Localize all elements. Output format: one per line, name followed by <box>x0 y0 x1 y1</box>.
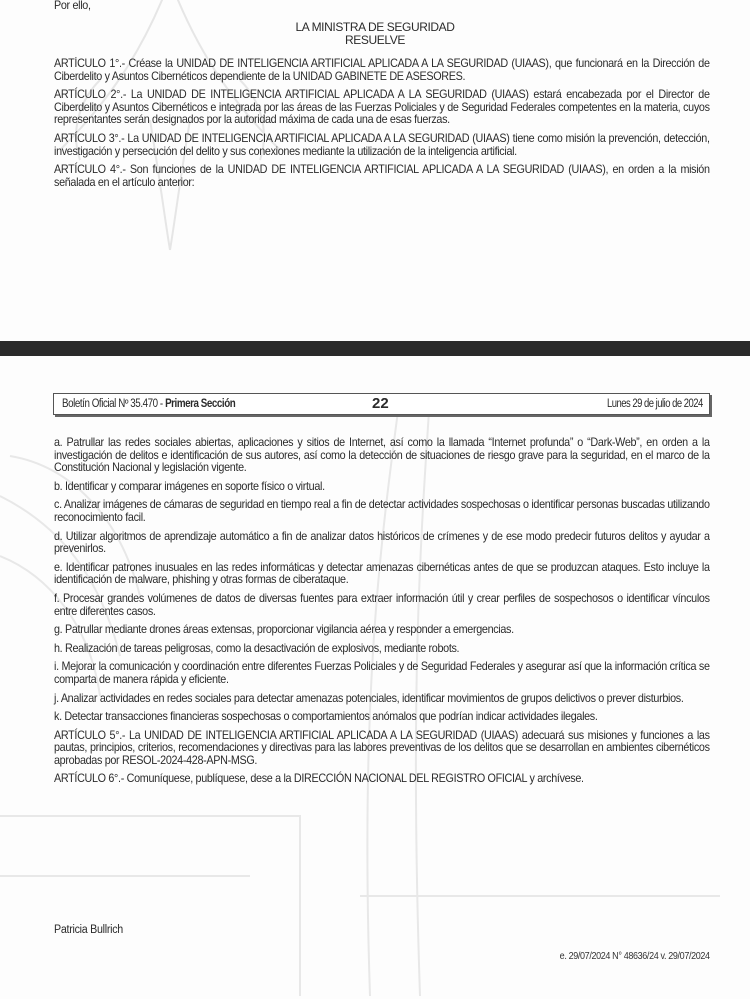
resolves-title: RESUELVE <box>345 33 405 47</box>
page-separator <box>0 341 750 356</box>
bulletin-page-header <box>53 393 710 415</box>
intro-text-block <box>54 0 710 18</box>
signature: Patricia Bullrich <box>54 924 123 936</box>
article-4: ARTÍCULO 4°.- Son funciones de la UNIDAD DE INTELIGENCIA ARTIFICIAL APLICADA A LA SEGURIDAD (UIAAS), en orden a la misión señalada en el artículo anterior: <box>54 163 710 189</box>
resolution-title <box>0 21 750 47</box>
article-5: ARTÍCULO 5°.- La UNIDAD DE INTELIGENCIA ARTIFICIAL APLICADA A LA SEGURIDAD (UIAAS) adecuará sus misiones y funciones a las pautas, principios, criterios, recomendaciones y directivas para las labores preventivas de los delitos que se desarrollan en ambientes cibernéticos aprobadas por RESOL-2024-428-APN-MSG. <box>54 728 710 767</box>
authority-title: LA MINISTRA DE SEGURIDAD <box>295 20 455 34</box>
article-1: ARTÍCULO 1°.- Créase la UNIDAD DE INTELIGENCIA ARTIFICIAL APLICADA A LA SEGURIDAD (UIAAS), que funcionará en la Dirección de Ciberdelito y Asuntos Cibernéticos dependiente de la UNIDAD GABINETE DE ASESORES. <box>54 57 710 83</box>
function-item-k: k. Detectar transacciones financieras sospechosas o comportamientos anómalos que podrían indicar actividades ilegales. <box>54 710 598 724</box>
function-item-j: j. Analizar actividades en redes sociales para detectar amenazas potenciales, identificar movimientos de grupos delictivos o prever disturbios. <box>54 691 684 705</box>
function-item-d: d. Utilizar algoritmos de aprendizaje automático a fin de analizar datos históricos de crímenes y de ese modo predecir futuros delitos y ayudar a prevenirlos. <box>54 529 710 556</box>
article-2: ARTÍCULO 2°.- La UNIDAD DE INTELIGENCIA ARTIFICIAL APLICADA A LA SEGURIDAD (UIAAS) estará encabezada por el Director de Ciberdelito y Asuntos Cibernéticos e integrada por las áreas de las Fuerzas Policiales y de Seguridad Federales competentes en la materia, cuyos representantes serán designados por la autoridad máxima de cada una de esas fuerzas. <box>54 88 710 127</box>
function-item-b: b. Identificar y comparar imágenes en soporte físico o virtual. <box>54 479 325 493</box>
article-3: ARTÍCULO 3°.- La UNIDAD DE INTELIGENCIA ARTIFICIAL APLICADA A LA SEGURIDAD (UIAAS) tiene como misión la prevención, detección, investigación y persecución del delito y sus conexiones mediante la utilización de la inteligencia artificial. <box>54 131 710 158</box>
function-item-i: i. Mejorar la comunicación y coordinación entre diferentes Fuerzas Policiales y de Seguridad Federales y asegurar así que la información crítica se comparta de manera rápida y eficiente. <box>54 660 710 686</box>
function-item-a: a. Patrullar las redes sociales abiertas, aplicaciones y sitios de Internet, así como la llamada “Internet profunda” o “Dark-Web”, en orden a la investigación de delitos e identificación de sus autores, así como la detección de situaciones de riesgo grave para la seguridad, en el marco de la Constitución Nacional y legislación vigente. <box>54 436 710 475</box>
bulletin-title <box>62 394 235 414</box>
page-number: 22 <box>372 395 389 412</box>
function-item-h: h. Realización de tareas peligrosas, como la desactivación de explosivos, mediante robots. <box>54 641 460 655</box>
function-item-c: c. Analizar imágenes de cámaras de seguridad en tiempo real a fin de detectar actividades sospechosas o identificar personas buscadas utilizando reconocimiento facil. <box>54 498 710 524</box>
articles-1-4 <box>54 58 710 195</box>
intro-line: Por ello, <box>54 0 91 12</box>
bulletin-date: Lunes 29 de julio de 2024 <box>607 398 703 410</box>
page-fragment-top <box>0 0 750 341</box>
bulletin-section: Primera Sección <box>165 398 236 410</box>
function-item-g: g. Patrullar mediante drones áreas extensas, proporcionar vigilancia aérea y responder a emergencias. <box>54 623 514 637</box>
function-item-e: e. Identificar patrones inusuales en las redes informáticas y detectar amenazas cibernéticas antes de que se produzcan ataques. Esto incluye la identificación de malware, phishing y otras formas de ciberataque. <box>54 560 710 587</box>
publication-reference: e. 29/07/2024 N° 48636/24 v. 29/07/2024 <box>559 951 710 962</box>
functions-list <box>54 437 710 792</box>
bulletin-number: Boletín Oficial Nº 35.470 - <box>62 398 166 410</box>
article-6: ARTÍCULO 6°.- Comuníquese, publíquese, dese a la DIRECCIÓN NACIONAL DEL REGISTRO OFICIAL y archívese. <box>54 772 584 786</box>
function-item-f: f. Procesar grandes volúmenes de datos de diversas fuentes para extraer información útil y crear perfiles de sospechosos o identificar vínculos entre diferentes casos. <box>54 591 710 618</box>
